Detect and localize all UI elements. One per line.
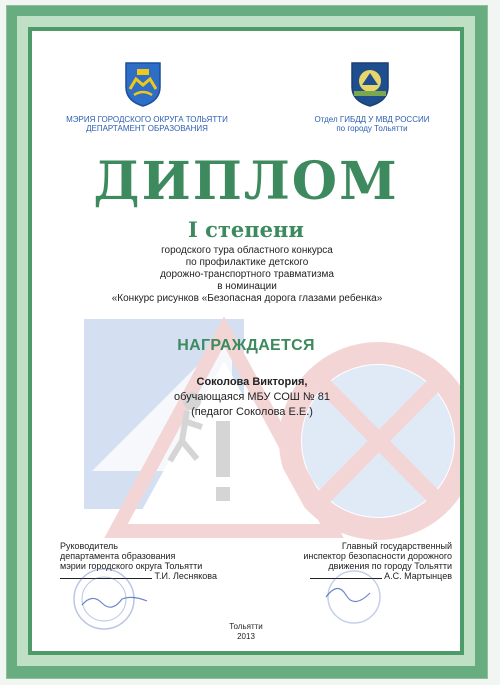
description-line: по профилактике детского [185, 257, 309, 268]
left-signer-title: мэрии городского округа Тольятти [60, 561, 203, 571]
left-signer-title: Руководитель [60, 541, 118, 551]
right-signer-title: инспектор безопасности дорожного [303, 551, 452, 561]
left-org-line2: ДЕПАРТАМЕНТ ОБРАЗОВАНИЯ [86, 124, 208, 133]
recipient-teacher: (педагог Соколова Е.Е.) [191, 406, 313, 418]
right-signer-title: Главный государственный [341, 541, 452, 551]
left-org-line1: МЭРИЯ ГОРОДСКОГО ОКРУГА ТОЛЬЯТТИ [66, 115, 228, 124]
traffic-police-emblem-icon [348, 59, 392, 112]
recipient-name: Соколова Виктория, [196, 376, 308, 388]
recipient-school: обучающаяся МБУ СОШ № 81 [173, 391, 331, 403]
awarded-label: НАГРАЖДАЕТСЯ [177, 337, 315, 354]
footer-city: Тольятти [229, 622, 263, 631]
right-signer-name: А.С. Мартынцев [384, 571, 452, 581]
diploma-title: ДИПЛОМ [93, 151, 399, 212]
diploma-degree: I степени [188, 217, 304, 242]
diploma-sheet [32, 31, 460, 651]
right-stamp-and-signature [312, 567, 402, 627]
contest-description [92, 245, 402, 305]
right-org-caption [292, 115, 452, 133]
left-signer-title: департамента образования [60, 551, 176, 561]
description-line: дорожно-транспортного травматизма [160, 269, 334, 280]
left-signer-name: Т.И. Леснякова [154, 571, 217, 581]
recipient-block [112, 375, 392, 420]
description-line: в номинации [217, 281, 277, 292]
description-line: городского тура областного конкурса [161, 245, 333, 256]
right-signer-title: движения по городу Тольятти [328, 561, 452, 571]
tolyatti-coat-of-arms-icon [124, 61, 162, 112]
description-line: «Конкурс рисунков «Безопасная дорога глазами ребенка» [111, 293, 383, 304]
footer [32, 622, 460, 642]
left-org-caption [52, 115, 242, 133]
footer-year: 2013 [237, 632, 255, 641]
right-org-line2: по городу Тольятти [336, 124, 408, 133]
right-org-line1: Отдел ГИБДД У МВД РОССИИ [314, 115, 430, 124]
